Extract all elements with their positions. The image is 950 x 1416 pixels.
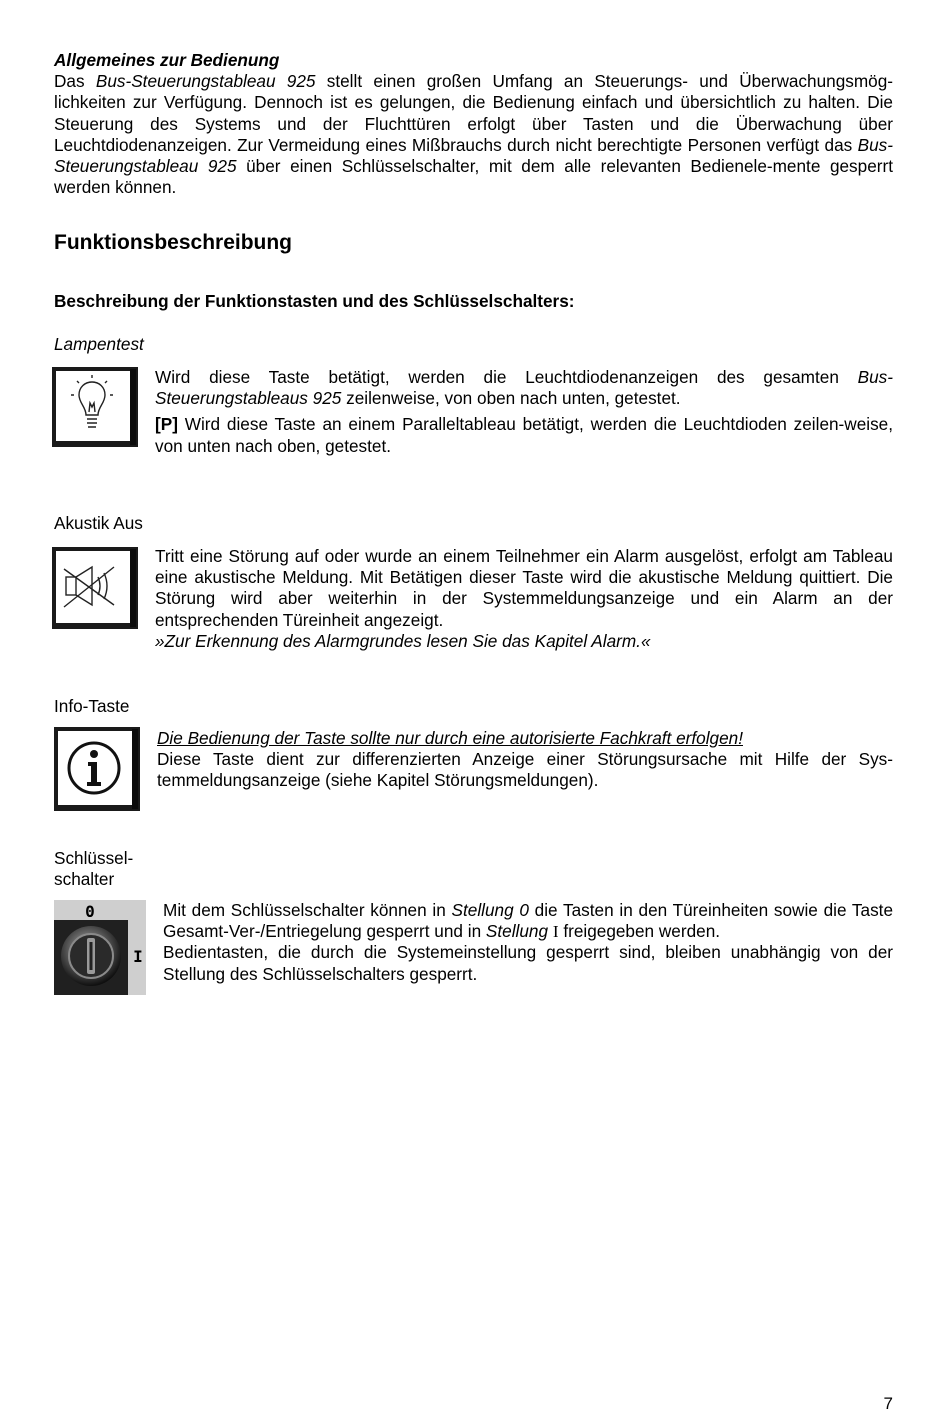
key-switch-icon — [54, 900, 146, 1000]
akustik-label: Akustik Aus — [54, 513, 143, 533]
lamp-test-button-icon — [52, 367, 138, 452]
key-position-0: 0 — [85, 902, 95, 921]
schluessel-description: Mit dem Schlüsselschalter können in Stellung 0 die Tasten in den Türeinheiten sowie die Taste Gesamt-Ver-/Entriegelung gesperrt und in Stellung I freigegeben werden. Bedientasten, die durch die Systemeinstellung gesperrt sind, bleiben unabhängig von der Stellung des Schlüsselschalters gesperrt. — [163, 900, 894, 984]
akustik-description: Tritt eine Störung auf oder wurde an einem Teilnehmer ein Alarm ausgelöst, erfolgt am Tableau eine akustische Meldung. Mit Betätigen dieser Taste wird die akustische Meldung quittiert. Die Störung wird aber weiterhin in der Systemmeldungsanzeige und ein Alarm an der entsprechenden Türeinheit angezeigt. »Zur Erkennung des Alarmgrundes lesen Sie das Kapitel Alarm.« — [155, 546, 893, 651]
intro-heading: Allgemeines zur Bedienung — [54, 50, 280, 70]
section-title: Funktionsbeschreibung — [54, 231, 293, 254]
info-warning: Die Bedienung der Taste sollte nur durch eine autorisierte Fachkraft erfolgen! — [157, 728, 743, 748]
subsection-title: Beschreibung der Funktionstasten und des Schlüsselschalters: — [54, 291, 575, 311]
info-button-icon — [54, 727, 140, 816]
intro-paragraph: Das Bus-Steuerungstableau 925 stellt einen großen Umfang an Steuerungs- und Überwachungsmög-lichkeiten zur Verfügung. Dennoch ist es gelungen, die Bedienung einfach und übersichtlich zu halten. Die Steuerung des Systems und der Fluchttüren erfolgt über Tasten und die Überwachung über Leuchtdiodenanzeigen. Zur Vermeidung eines Mißbrauchs durch nicht berechtigte Personen verfügt das Bus-Steuerungstableau 925 über einen Schlüsselschalter, mit dem alle relevanten Bedienele-mente gesperrt werden können. — [54, 71, 894, 198]
key-position-I: I — [133, 947, 143, 966]
schluessel-label: Schlüssel- schalter — [54, 848, 134, 890]
lampentest-description: Wird diese Taste betätigt, werden die Leuchtdiodenanzeigen des gesamten Bus-Steuerungstableaus 925 zeilenweise, von oben nach unten, getestet. [P] Wird diese Taste an einem Paralleltableau betätigt, werden die Leuchtdioden zeilen-weise, von unten nach oben, getestet. — [155, 367, 893, 456]
info-label: Info-Taste — [54, 696, 130, 716]
page-number: 7 — [883, 1393, 893, 1413]
sound-off-button-icon — [52, 547, 138, 634]
lampentest-label: Lampentest — [54, 334, 144, 354]
intro-section — [54, 50, 893, 198]
info-description: Die Bedienung der Taste sollte nur durch eine autorisierte Fachkraft erfolgen! Diese Taste dient zur differenzierten Anzeige einer Störungsursache mit Hilfe der Sys-temmeldungsanzeige (siehe Kapitel Störungsmeldungen). — [157, 728, 893, 791]
